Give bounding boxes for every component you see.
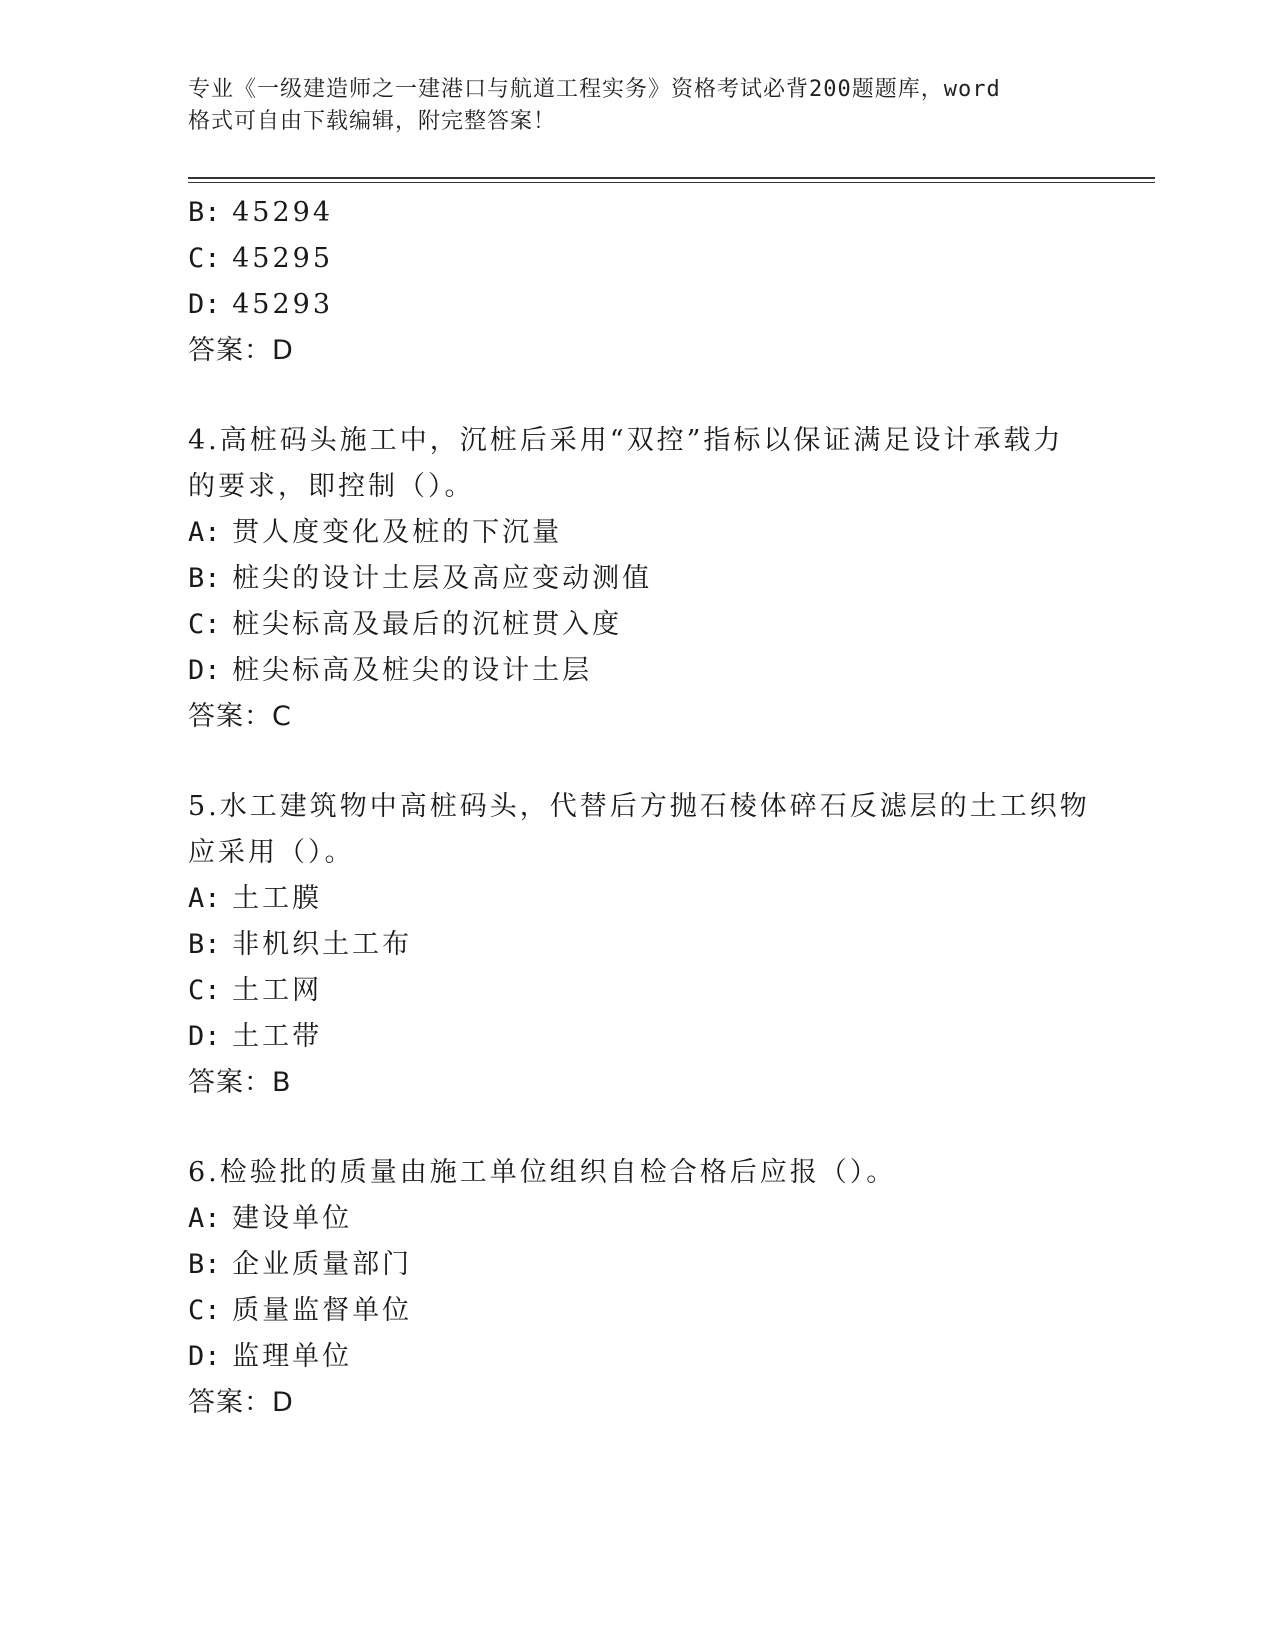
- option-d: [188, 648, 1068, 694]
- question-stem-line-2: 的要求，即控制（）。: [188, 471, 475, 502]
- option-text: 土工带: [232, 1021, 323, 1052]
- option-b: [188, 190, 1068, 236]
- option-key: B:: [188, 197, 221, 228]
- option-b: [188, 556, 1068, 602]
- option-a: [188, 876, 1068, 922]
- spacer: [188, 374, 1068, 418]
- option-key: D:: [188, 655, 221, 686]
- option-text: 45294: [232, 197, 334, 228]
- option-key: C:: [188, 975, 221, 1006]
- option-key: A:: [188, 883, 221, 914]
- option-c: [188, 1288, 1068, 1334]
- option-key: D:: [188, 289, 221, 320]
- option-text: 桩尖标高及最后的沉桩贯入度: [232, 609, 623, 640]
- option-text: 贯人度变化及桩的下沉量: [232, 517, 563, 548]
- option-a: [188, 510, 1068, 556]
- answer-line: 答案：D: [188, 335, 294, 366]
- option-key: B:: [188, 563, 221, 594]
- option-b: [188, 922, 1068, 968]
- option-text: 桩尖标高及桩尖的设计土层: [232, 655, 593, 686]
- option-key: C:: [188, 1295, 221, 1326]
- option-c: [188, 602, 1068, 648]
- option-a: [188, 1196, 1068, 1242]
- question-stem-line-1: 4.高桩码头施工中，沉桩后采用“双控”指标以保证满足设计承载力: [188, 425, 1064, 456]
- answer-line: 答案：D: [188, 1387, 294, 1418]
- header-line-2: 格式可自由下载编辑，附完整答案！: [188, 109, 557, 134]
- option-text: 质量监督单位: [232, 1295, 413, 1326]
- option-d: [188, 1014, 1068, 1060]
- option-text: 土工膜: [232, 883, 323, 914]
- option-d: [188, 1334, 1068, 1380]
- option-text: 土工网: [232, 975, 323, 1006]
- header-divider-thin: [188, 182, 1155, 183]
- question-stem-line-2: 应采用（）。: [188, 837, 355, 868]
- option-c: [188, 236, 1068, 282]
- option-key: C:: [188, 243, 221, 274]
- option-key: B:: [188, 1249, 221, 1280]
- option-text: 监理单位: [232, 1341, 353, 1372]
- option-key: D:: [188, 1021, 221, 1052]
- answer-line: 答案：C: [188, 701, 292, 732]
- option-key: A:: [188, 1203, 221, 1234]
- header-divider: [188, 177, 1155, 179]
- question-3-continued: [188, 190, 1068, 374]
- question-6: [188, 1150, 1068, 1426]
- question-5: [188, 784, 1090, 1106]
- header-line-1: 专业《一级建造师之一建港口与航道工程实务》资格考试必背200题题库，word: [188, 77, 1001, 102]
- option-key: A:: [188, 517, 221, 548]
- page-header: [188, 74, 1068, 138]
- document-body: [188, 190, 1090, 1426]
- question-stem-line-1: 6.检验批的质量由施工单位组织自检合格后应报（）。: [188, 1157, 897, 1188]
- option-text: 45293: [232, 289, 334, 320]
- option-text: 非机织土工布: [232, 929, 413, 960]
- option-text: 45295: [232, 243, 334, 274]
- option-b: [188, 1242, 1068, 1288]
- option-c: [188, 968, 1068, 1014]
- option-text: 企业质量部门: [232, 1249, 413, 1280]
- option-text: 建设单位: [232, 1203, 353, 1234]
- spacer: [188, 740, 1068, 784]
- option-key: D:: [188, 1341, 221, 1372]
- option-key: C:: [188, 609, 221, 640]
- option-key: B:: [188, 929, 221, 960]
- answer-line: 答案：B: [188, 1067, 292, 1098]
- question-stem-line-1: 5.水工建筑物中高桩码头，代替后方抛石棱体碎石反滤层的土工织物: [188, 791, 1090, 822]
- spacer: [188, 1106, 1068, 1150]
- question-4: [188, 418, 1068, 740]
- option-d: [188, 282, 1068, 328]
- option-text: 桩尖的设计土层及高应变动测值: [232, 563, 653, 594]
